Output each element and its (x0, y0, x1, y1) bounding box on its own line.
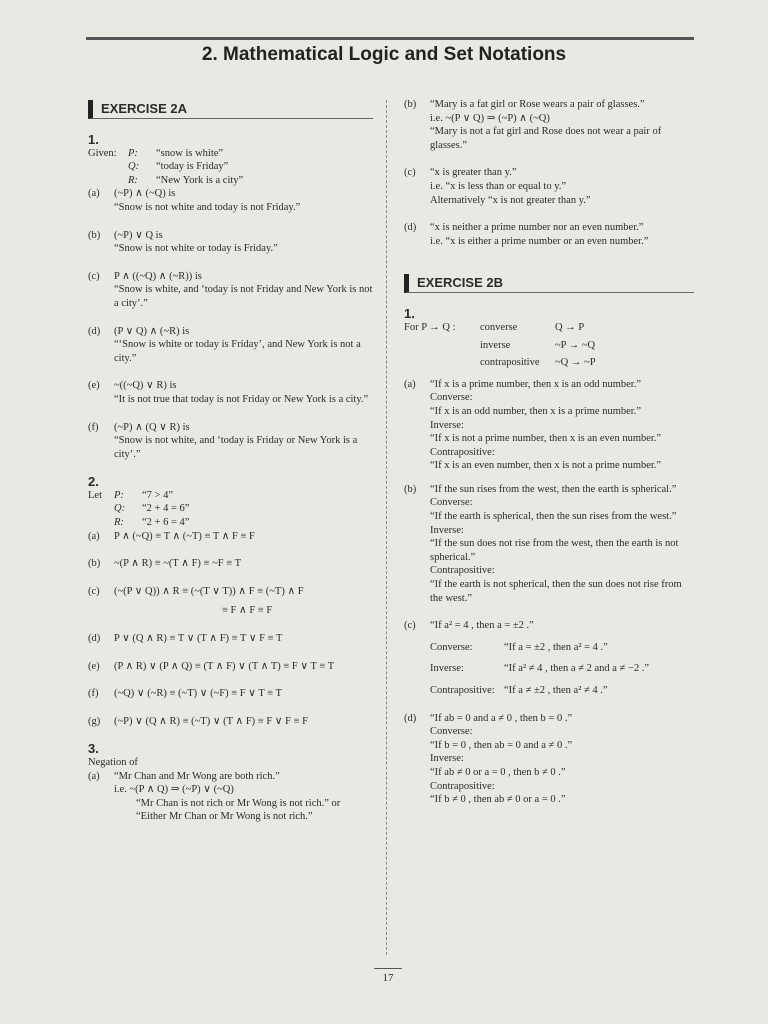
part-answer: “If the earth is not spherical, then the sun does not rise from the west.” (430, 579, 682, 604)
contrapositive-heading: Contrapositive: (430, 565, 495, 577)
part-answer: “Snow is not white or today is Friday.” (114, 243, 278, 255)
part-item: (c) (~(P ∨ Q)) ∧ R ≡ (~(T ∨ T)) ∧ F ≡ (~T) ∧ F (88, 585, 304, 597)
part-answer: “Snow is not white and today is not Friday.” (114, 201, 301, 213)
part-answer: i.e. “x is less than or equal to y.” (430, 180, 567, 192)
part-item: (g) (~P) ∨ (Q ∧ R) ≡ (~T) ∨ (T ∧ F) ≡ F ∨ F ≡ F (88, 715, 308, 727)
part-answer: “Mary is not a fat girl and Rose does not wear a pair of glasses.” (430, 126, 662, 151)
part-continuation: ≡ F ∧ F ≡ F (222, 605, 273, 617)
converse-line: Converse: “If a = ±2 , then a² = 4 .” (430, 641, 608, 653)
right-column (404, 98, 694, 807)
inverse-heading: Inverse: (430, 524, 464, 536)
part-answer: “If b = 0 , then ab = 0 and a ≠ 0 .” (430, 739, 573, 751)
definition-line: inverse ~P → ~Q (480, 339, 596, 351)
part-answer: Alternatively “x is not greater than y.” (430, 194, 591, 206)
question-number: 1. (88, 132, 99, 147)
part-answer: “If x is an odd number, then x is a prime number.” (430, 405, 641, 417)
page-title: 2. Mathematical Logic and Set Notations (201, 44, 567, 65)
part-item: (d) “If ab = 0 and a ≠ 0 , then b = 0 .” (404, 712, 573, 724)
question-number: 2. (88, 474, 99, 490)
part-answer: “Snow is not white, and ‘today is Friday or New York is a city’.” (114, 435, 358, 460)
part-answer: i.e. “x is either a prime number or an even number.” (430, 235, 649, 247)
part-answer: “If the sun does not rise from the west, then the earth is not spherical.” (430, 538, 679, 563)
converse-heading: Converse: (430, 392, 473, 404)
definition-line: contrapositive ~Q → ~P (480, 357, 596, 369)
negation-intro: Negation of (88, 757, 138, 768)
definition-line: R: “New York is a city” (128, 174, 244, 186)
question-number: 1. (404, 306, 415, 322)
definition-line: Q: “today is Friday” (128, 161, 229, 173)
part-answer: “‘Snow is white or today is Friday’, and New York is not a city.” (114, 339, 361, 364)
part-item: (d) (P ∨ Q) ∧ (~R) is (88, 325, 190, 337)
inverse-line: Inverse: “If a² ≠ 4 , then a ≠ 2 and a ≠ −2 .” (430, 663, 650, 675)
part-answer: “Mr Chan is not rich or Mr Wong is not rich.” or (136, 797, 341, 809)
part-answer: “It is not true that today is not Friday or New York is a city.” (114, 393, 369, 405)
question-number: 3. (88, 741, 99, 757)
part-item: (a) “If x is a prime number, then x is an odd number.” (404, 378, 641, 390)
definition-line: Q: “2 + 4 = 6” (114, 503, 190, 515)
converse-heading: Converse: (430, 726, 473, 738)
definition-line: R: “2 + 6 = 4” (114, 517, 190, 529)
page-number: 17 (374, 968, 402, 984)
part-answer: “If x is not a prime number, then x is an even number.” (430, 433, 662, 445)
part-item: (c) P ∧ ((~Q) ∧ (~R)) is (88, 270, 202, 282)
contrapositive-heading: Contrapositive: (430, 780, 495, 792)
part-item: (a) (~P) ∧ (~Q) is (88, 188, 176, 200)
inverse-heading: Inverse: (430, 419, 464, 431)
part-item: (a) “Mr Chan and Mr Wong are both rich.” (88, 770, 280, 782)
part-item: (b) “If the sun rises from the west, then the earth is spherical.” (404, 483, 677, 495)
part-item: (c) “If a² = 4 , then a = ±2 .” (404, 620, 534, 632)
part-item: (d) “x is neither a prime number nor an even number.” (404, 222, 644, 234)
part-item: (b) “Mary is a fat girl or Rose wears a pair of glasses.” (404, 99, 645, 110)
part-item: (a) P ∧ (~Q) ≡ T ∧ (~T) ≡ T ∧ F ≡ F (88, 530, 255, 542)
part-answer: i.e. ~(P ∨ Q) ⇒ (~P) ∧ (~Q) (430, 112, 550, 124)
part-item: (e) ~((~Q) ∨ R) is (88, 380, 177, 392)
definition-line: Let P: “7 > 4” (88, 489, 173, 501)
part-item: (f) (~P) ∧ (Q ∨ R) is (88, 421, 190, 433)
definition-line: Given: P: “snow is white” (88, 147, 224, 159)
part-item: (f) (~Q) ∨ (~R) ≡ (~T) ∨ (~F) ≡ F ∨ T ≡ T (88, 688, 282, 700)
definition-line: For P → Q : converse Q → P (404, 321, 585, 333)
part-item: (b) (~P) ∨ Q is (88, 229, 163, 241)
part-item: (d) P ∨ (Q ∧ R) ≡ T ∨ (T ∧ F) ≡ T ∨ F ≡ T (88, 633, 283, 645)
contrapositive-line: Contrapositive: “If a ≠ ±2 , then a² ≠ 4 .” (430, 685, 608, 696)
part-answer: “If ab ≠ 0 or a = 0 , then b ≠ 0 .” (430, 766, 566, 778)
part-answer: “If x is an even number, then x is not a prime number.” (430, 460, 662, 472)
part-item: (c) “x is greater than y.” (404, 167, 517, 179)
part-item: (e) (P ∧ R) ∨ (P ∧ Q) ≡ (T ∧ F) ∨ (T ∧ T) ≡ F ∨ T ≡ T (88, 660, 335, 672)
inverse-heading: Inverse: (430, 753, 464, 765)
contrapositive-heading: Contrapositive: (430, 446, 495, 458)
part-answer: i.e. ~(P ∧ Q) ⇒ (~P) ∨ (~Q) (114, 784, 234, 796)
exercise-2b-heading: EXERCISE 2B (404, 274, 694, 293)
column-divider (386, 100, 387, 955)
converse-heading: Converse: (430, 497, 473, 509)
left-column (88, 100, 373, 824)
top-rule (86, 37, 694, 40)
part-item: (b) ~(P ∧ R) ≡ ~(T ∧ F) ≡ ~F ≡ T (88, 558, 241, 570)
part-answer: “Either Mr Chan or Mr Wong is not rich.” (136, 811, 313, 823)
part-answer: “If b ≠ 0 , then ab ≠ 0 or a = 0 .” (430, 794, 566, 806)
exercise-2a-heading: EXERCISE 2A (88, 100, 373, 119)
part-answer: “If the earth is spherical, then the sun rises from the west.” (430, 511, 677, 523)
part-answer: “Snow is white, and ‘today is not Friday and New York is not a city’.” (114, 284, 373, 309)
